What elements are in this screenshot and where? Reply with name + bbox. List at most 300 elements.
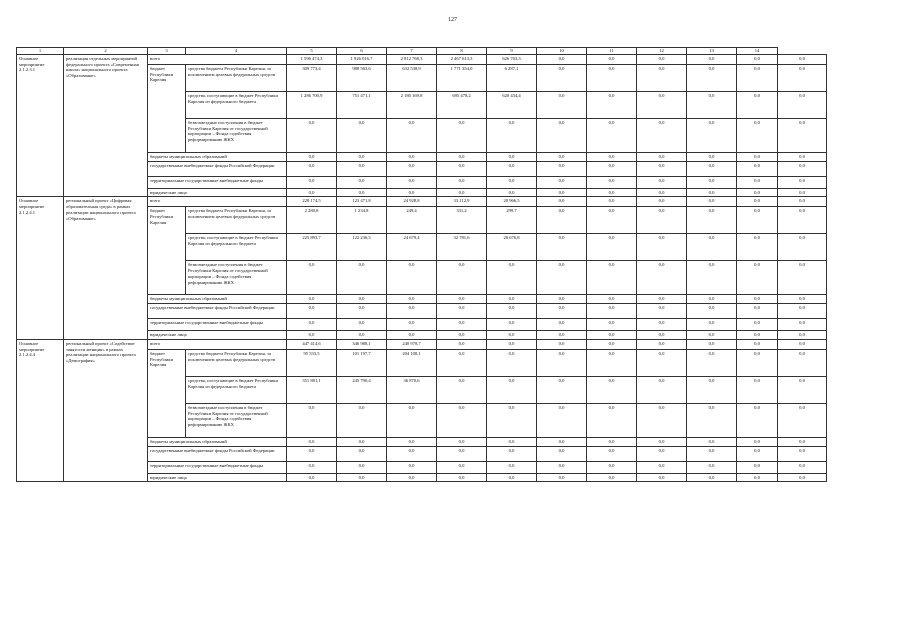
value-cell: 0,0 <box>737 55 778 65</box>
value-cell: 0,0 <box>487 119 537 153</box>
value-cell: 0,0 <box>637 403 687 437</box>
value-cell: 0,0 <box>587 349 637 376</box>
source-group: бюджет Республики Карелия <box>148 349 186 437</box>
value-cell: 0,0 <box>387 331 437 340</box>
value-cell: 0,0 <box>687 295 737 304</box>
value-cell: 0,0 <box>637 331 687 340</box>
value-cell: 0,0 <box>737 319 778 331</box>
value-cell: 0,0 <box>737 153 778 162</box>
value-cell: 626 763,3 <box>487 55 537 65</box>
value-cell: 0,0 <box>487 176 537 188</box>
value-cell: 0,0 <box>387 188 437 197</box>
value-cell: 0,0 <box>637 261 687 295</box>
value-cell: 0,0 <box>637 92 687 119</box>
value-cell: 0,0 <box>778 376 827 403</box>
value-cell: 0,0 <box>387 153 437 162</box>
value-cell: 0,0 <box>687 403 737 437</box>
header-cell: 10 <box>537 48 587 55</box>
value-cell: 0,0 <box>287 176 337 188</box>
value-cell: 0,0 <box>487 153 537 162</box>
value-cell: 0,0 <box>778 197 827 207</box>
value-cell: 0,0 <box>637 437 687 446</box>
value-cell: 0,0 <box>537 403 587 437</box>
value-cell: 0,0 <box>537 331 587 340</box>
value-cell: 0,0 <box>337 161 387 176</box>
value-cell: 0,0 <box>537 349 587 376</box>
value-cell: 0,0 <box>737 339 778 349</box>
value-cell: 0,0 <box>487 304 537 319</box>
value-cell: 0,0 <box>637 119 687 153</box>
value-cell: 0,0 <box>337 188 387 197</box>
value-cell: 0,0 <box>637 207 687 234</box>
value-cell: 0,0 <box>387 119 437 153</box>
source-label: бюджеты муниципальных образований <box>148 153 287 162</box>
value-cell: 695 478,2 <box>437 92 487 119</box>
value-cell: 0,0 <box>537 55 587 65</box>
source-label: всего <box>148 55 287 65</box>
value-cell: 620 434,4 <box>487 92 537 119</box>
value-cell: 0,0 <box>587 261 637 295</box>
value-cell: 0,0 <box>737 376 778 403</box>
value-cell: 0,0 <box>437 349 487 376</box>
value-cell: 0,0 <box>437 461 487 473</box>
value-cell: 0,0 <box>437 376 487 403</box>
value-cell: 0,0 <box>387 473 437 482</box>
value-cell: 0,0 <box>587 119 637 153</box>
value-cell: 0,0 <box>687 197 737 207</box>
value-cell: 24 928,8 <box>387 197 437 207</box>
source-label: безвозмездные поступления в бюджет Республики Карелия от государственной корпорации – Фонда содействия реформированию ЖКХ <box>186 403 287 437</box>
source-label: всего <box>148 197 287 207</box>
value-cell: 0,0 <box>337 304 387 319</box>
value-cell: 2 812 768,3 <box>387 55 437 65</box>
value-cell: 0,0 <box>687 331 737 340</box>
value-cell: 0,0 <box>687 119 737 153</box>
value-cell: 0,0 <box>387 261 437 295</box>
value-cell: 0,0 <box>778 319 827 331</box>
value-cell: 0,0 <box>537 376 587 403</box>
value-cell: 0,0 <box>537 437 587 446</box>
value-cell: 0,0 <box>737 234 778 261</box>
value-cell: 0,0 <box>437 261 487 295</box>
value-cell: 0,0 <box>687 376 737 403</box>
value-cell: 0,0 <box>687 437 737 446</box>
header-cell: 6 <box>337 48 387 55</box>
source-group: бюджет Республики Карелия <box>148 65 186 153</box>
value-cell: 0,0 <box>737 176 778 188</box>
value-cell: 204 108,1 <box>387 349 437 376</box>
value-cell: 1 771 354,0 <box>437 65 487 92</box>
value-cell: 2 467 613,3 <box>437 55 487 65</box>
value-cell: 0,0 <box>587 304 637 319</box>
value-cell: 0,0 <box>737 161 778 176</box>
value-cell: 0,0 <box>687 65 737 92</box>
value-cell: 0,0 <box>587 65 637 92</box>
value-cell: 225 893,7 <box>287 234 337 261</box>
value-cell: 0,0 <box>537 446 587 461</box>
value-cell: 0,0 <box>687 176 737 188</box>
source-label: территориальные государственные внебюджетные фонды <box>148 319 287 331</box>
value-cell: 0,0 <box>737 65 778 92</box>
value-cell: 0,0 <box>687 161 737 176</box>
value-cell: 0,0 <box>437 153 487 162</box>
value-cell: 228 174,5 <box>287 197 337 207</box>
source-label: бюджеты муниципальных образований <box>148 295 287 304</box>
value-cell: 0,0 <box>537 473 587 482</box>
value-cell: 0,0 <box>778 349 827 376</box>
value-cell: 0,0 <box>737 437 778 446</box>
value-cell: 0,0 <box>387 403 437 437</box>
value-cell: 0,0 <box>778 234 827 261</box>
value-cell: 0,0 <box>778 295 827 304</box>
value-cell: 0,0 <box>637 376 687 403</box>
value-cell: 0,0 <box>737 207 778 234</box>
value-cell: 0,0 <box>487 446 537 461</box>
value-cell: 0,0 <box>587 331 637 340</box>
budget-table <box>16 47 827 482</box>
value-cell: 0,0 <box>537 461 587 473</box>
value-cell: 0,0 <box>637 349 687 376</box>
value-cell: 0,0 <box>737 446 778 461</box>
value-cell: 0,0 <box>387 176 437 188</box>
value-cell: 20 966,5 <box>487 197 537 207</box>
value-cell: 299,7 <box>487 207 537 234</box>
header-cell: 13 <box>687 48 737 55</box>
value-cell: 0,0 <box>778 339 827 349</box>
value-cell: 0,0 <box>778 119 827 153</box>
value-cell: 0,0 <box>637 161 687 176</box>
value-cell: 331,2 <box>437 207 487 234</box>
value-cell: 33 112,9 <box>437 197 487 207</box>
value-cell: 0,0 <box>737 295 778 304</box>
value-cell: 0,0 <box>587 55 637 65</box>
value-cell: 0,0 <box>737 92 778 119</box>
value-cell: 0,0 <box>637 65 687 92</box>
value-cell: 0,0 <box>487 339 537 349</box>
value-cell: 0,0 <box>487 437 537 446</box>
value-cell: 0,0 <box>637 197 687 207</box>
source-label: юридические лица <box>148 473 287 482</box>
value-cell: 0,0 <box>737 473 778 482</box>
value-cell: 0,0 <box>778 188 827 197</box>
value-cell: 0,0 <box>687 304 737 319</box>
value-cell: 0,0 <box>587 376 637 403</box>
value-cell: 1 926 016,7 <box>337 55 387 65</box>
value-cell: 0,0 <box>687 461 737 473</box>
value-cell: 0,0 <box>487 161 537 176</box>
value-cell: 0,0 <box>537 176 587 188</box>
value-cell: 0,0 <box>537 92 587 119</box>
value-cell: 0,0 <box>337 119 387 153</box>
header-cell: 5 <box>287 48 337 55</box>
value-cell: 1 286 700,9 <box>287 92 337 119</box>
value-cell: 0,0 <box>587 234 637 261</box>
value-cell: 0,0 <box>437 331 487 340</box>
value-cell: 2 280,8 <box>287 207 337 234</box>
value-cell: 0,0 <box>687 349 737 376</box>
value-cell: 0,0 <box>587 403 637 437</box>
source-label: государственные внебюджетные фонды Российской Федерации <box>148 304 287 319</box>
header-cell: 2 <box>64 48 148 55</box>
source-label: средства, поступающие в бюджет Республики Карелия из федерального бюджета <box>186 92 287 119</box>
value-cell: 0,0 <box>387 295 437 304</box>
value-cell: 0,0 <box>437 403 487 437</box>
value-cell: 0,0 <box>537 161 587 176</box>
value-cell: 0,0 <box>687 446 737 461</box>
value-cell: 751 471,1 <box>337 92 387 119</box>
value-cell: 0,0 <box>637 304 687 319</box>
value-cell: 0,0 <box>637 319 687 331</box>
measure-name: региональный проект «Содействие занятости женщин» в рамках реализации национального проекта «Демография» <box>64 339 148 481</box>
value-cell: 0,0 <box>737 197 778 207</box>
value-cell: 0,0 <box>437 339 487 349</box>
value-cell: 0,0 <box>778 55 827 65</box>
value-cell: 0,0 <box>487 188 537 197</box>
value-cell: 0,0 <box>587 207 637 234</box>
value-cell: 0,0 <box>287 153 337 162</box>
value-cell: 0,0 <box>737 403 778 437</box>
value-cell: 0,0 <box>778 473 827 482</box>
table-row <box>17 339 827 349</box>
source-label: юридические лица <box>148 188 287 197</box>
value-cell: 0,0 <box>437 119 487 153</box>
value-cell: 95 533,5 <box>287 349 337 376</box>
value-cell: 122 236,5 <box>337 234 387 261</box>
value-cell: 0,0 <box>778 461 827 473</box>
value-cell: 0,0 <box>437 161 487 176</box>
value-cell: 245 790,4 <box>337 376 387 403</box>
source-label: территориальные государственные внебюджетные фонды <box>148 461 287 473</box>
value-cell: 0,0 <box>687 153 737 162</box>
header-cell: 9 <box>487 48 537 55</box>
value-cell: 0,0 <box>637 55 687 65</box>
value-cell: 0,0 <box>487 261 537 295</box>
source-label: средства, поступающие в бюджет Республики Карелия из федерального бюджета <box>186 234 287 261</box>
value-cell: 0,0 <box>537 65 587 92</box>
value-cell: 0,0 <box>587 473 637 482</box>
value-cell: 0,0 <box>637 234 687 261</box>
table-body <box>17 48 827 482</box>
value-cell: 0,0 <box>337 319 387 331</box>
source-label: юридические лица <box>148 331 287 340</box>
value-cell: 36 870,6 <box>387 376 437 403</box>
value-cell: 2 180 169,8 <box>387 92 437 119</box>
value-cell: 0,0 <box>337 176 387 188</box>
value-cell: 0,0 <box>537 295 587 304</box>
value-cell: 0,0 <box>387 461 437 473</box>
value-cell: 0,0 <box>687 234 737 261</box>
value-cell: 0,0 <box>437 295 487 304</box>
value-cell: 0,0 <box>637 176 687 188</box>
value-cell: 0,0 <box>487 461 537 473</box>
value-cell: 0,0 <box>287 119 337 153</box>
value-cell: 0,0 <box>287 304 337 319</box>
value-cell: 0,0 <box>687 319 737 331</box>
value-cell: 0,0 <box>537 188 587 197</box>
measure-name: региональный проект «Цифровая образовательная среда» в рамках реализации национального проекта «Образование» <box>64 197 148 339</box>
header-cell: 1 <box>17 48 64 55</box>
measure-name: реализация отдельных мероприятий федерального проекта «Современная школа» национального проекта «Образование» <box>64 55 148 197</box>
value-cell: 346 988,1 <box>337 339 387 349</box>
value-cell: 0,0 <box>487 295 537 304</box>
value-cell: 0,0 <box>537 119 587 153</box>
value-cell: 0,0 <box>287 473 337 482</box>
value-cell: 0,0 <box>287 331 337 340</box>
value-cell: 0,0 <box>487 376 537 403</box>
value-cell: 0,0 <box>778 207 827 234</box>
value-cell: 0,0 <box>778 161 827 176</box>
value-cell: 0,0 <box>287 188 337 197</box>
header-cell: 7 <box>387 48 437 55</box>
measure-code: Основное мероприятие 2.1.2.4.1 <box>17 197 64 339</box>
table-row <box>17 55 827 65</box>
value-cell: 0,0 <box>387 437 437 446</box>
value-cell: 0,0 <box>737 349 778 376</box>
measure-code: Основное мероприятие 2.1.2.4.4 <box>17 339 64 481</box>
value-cell: 0,0 <box>387 304 437 319</box>
value-cell: 6 287,1 <box>487 65 537 92</box>
value-cell: 0,0 <box>778 437 827 446</box>
value-cell: 309 773,4 <box>287 65 337 92</box>
value-cell: 0,0 <box>778 176 827 188</box>
value-cell: 0,0 <box>437 319 487 331</box>
value-cell: 101 197,7 <box>337 349 387 376</box>
value-cell: 0,0 <box>487 473 537 482</box>
table-row <box>17 197 827 207</box>
value-cell: 0,0 <box>337 437 387 446</box>
value-cell: 0,0 <box>687 55 737 65</box>
value-cell: 0,0 <box>537 319 587 331</box>
value-cell: 0,0 <box>537 234 587 261</box>
value-cell: 0,0 <box>737 331 778 340</box>
value-cell: 0,0 <box>587 339 637 349</box>
value-cell: 0,0 <box>537 197 587 207</box>
value-cell: 0,0 <box>487 403 537 437</box>
value-cell: 249,4 <box>387 207 437 234</box>
value-cell: 0,0 <box>737 119 778 153</box>
value-cell: 0,0 <box>487 349 537 376</box>
value-cell: 0,0 <box>687 92 737 119</box>
value-cell: 0,0 <box>287 295 337 304</box>
source-label: безвозмездные поступления в бюджет Республики Карелия от государственной корпорации – Фонда содействия реформированию ЖКХ <box>186 261 287 295</box>
value-cell: 0,0 <box>537 153 587 162</box>
value-cell: 0,0 <box>687 261 737 295</box>
value-cell: 0,0 <box>587 188 637 197</box>
value-cell: 0,0 <box>437 176 487 188</box>
value-cell: 0,0 <box>537 304 587 319</box>
value-cell: 0,0 <box>437 304 487 319</box>
value-cell: 0,0 <box>337 153 387 162</box>
source-label: государственные внебюджетные фонды Российской Федерации <box>148 161 287 176</box>
value-cell: 0,0 <box>778 304 827 319</box>
source-label: средства бюджета Республики Карелия, за исключением целевых федеральных средств <box>186 349 287 376</box>
source-label: средства бюджета Республики Карелия, за исключением целевых федеральных средств <box>186 207 287 234</box>
value-cell: 0,0 <box>737 304 778 319</box>
value-cell: 0,0 <box>587 295 637 304</box>
value-cell: 0,0 <box>587 437 637 446</box>
value-cell: 0,0 <box>287 319 337 331</box>
header-row <box>17 48 827 55</box>
value-cell: 20 676,8 <box>487 234 537 261</box>
value-cell: 0,0 <box>287 261 337 295</box>
value-cell: 0,0 <box>637 153 687 162</box>
value-cell: 0,0 <box>778 153 827 162</box>
value-cell: 0,0 <box>737 461 778 473</box>
value-cell: 0,0 <box>687 473 737 482</box>
value-cell: 0,0 <box>587 446 637 461</box>
value-cell: 0,0 <box>637 473 687 482</box>
value-cell: 447 414,6 <box>287 339 337 349</box>
value-cell: 0,0 <box>287 403 337 437</box>
value-cell: 0,0 <box>778 261 827 295</box>
value-cell: 0,0 <box>537 339 587 349</box>
value-cell: 0,0 <box>637 295 687 304</box>
value-cell: 0,0 <box>778 65 827 92</box>
value-cell: 0,0 <box>637 446 687 461</box>
value-cell: 0,0 <box>337 295 387 304</box>
value-cell: 0,0 <box>687 188 737 197</box>
header-cell: 11 <box>587 48 637 55</box>
value-cell: 0,0 <box>387 446 437 461</box>
value-cell: 0,0 <box>337 331 387 340</box>
value-cell: 0,0 <box>287 461 337 473</box>
value-cell: 0,0 <box>637 188 687 197</box>
value-cell: 24 679,4 <box>387 234 437 261</box>
value-cell: 988 563,6 <box>337 65 387 92</box>
value-cell: 0,0 <box>287 446 337 461</box>
source-label: территориальные государственные внебюджетные фонды <box>148 176 287 188</box>
value-cell: 0,0 <box>587 92 637 119</box>
value-cell: 351 881,1 <box>287 376 337 403</box>
value-cell: 0,0 <box>587 197 637 207</box>
source-label: всего <box>148 339 287 349</box>
header-cell: 8 <box>437 48 487 55</box>
value-cell: 0,0 <box>778 92 827 119</box>
value-cell: 32 781,6 <box>437 234 487 261</box>
value-cell: 0,0 <box>687 207 737 234</box>
source-group: бюджет Республики Карелия <box>148 207 186 295</box>
header-cell: 4 <box>186 48 287 55</box>
value-cell: 123 471,8 <box>337 197 387 207</box>
value-cell: 0,0 <box>587 153 637 162</box>
header-cell: 12 <box>637 48 687 55</box>
value-cell: 0,0 <box>587 161 637 176</box>
value-cell: 0,0 <box>387 319 437 331</box>
value-cell: 0,0 <box>437 188 487 197</box>
value-cell: 632 538,9 <box>387 65 437 92</box>
value-cell: 0,0 <box>587 461 637 473</box>
value-cell: 0,0 <box>287 437 337 446</box>
value-cell: 0,0 <box>337 473 387 482</box>
value-cell: 0,0 <box>287 161 337 176</box>
value-cell: 0,0 <box>737 261 778 295</box>
value-cell: 1 234,8 <box>337 207 387 234</box>
source-label: государственные внебюджетные фонды Российской Федерации <box>148 446 287 461</box>
value-cell: 0,0 <box>778 446 827 461</box>
value-cell: 0,0 <box>737 188 778 197</box>
value-cell: 0,0 <box>637 339 687 349</box>
header-cell: 3 <box>148 48 186 55</box>
value-cell: 0,0 <box>487 331 537 340</box>
value-cell: 0,0 <box>337 446 387 461</box>
value-cell: 0,0 <box>687 339 737 349</box>
value-cell: 0,0 <box>587 319 637 331</box>
value-cell: 0,0 <box>337 461 387 473</box>
value-cell: 0,0 <box>437 437 487 446</box>
value-cell: 0,0 <box>437 446 487 461</box>
value-cell: 1 596 474,3 <box>287 55 337 65</box>
value-cell: 0,0 <box>437 473 487 482</box>
